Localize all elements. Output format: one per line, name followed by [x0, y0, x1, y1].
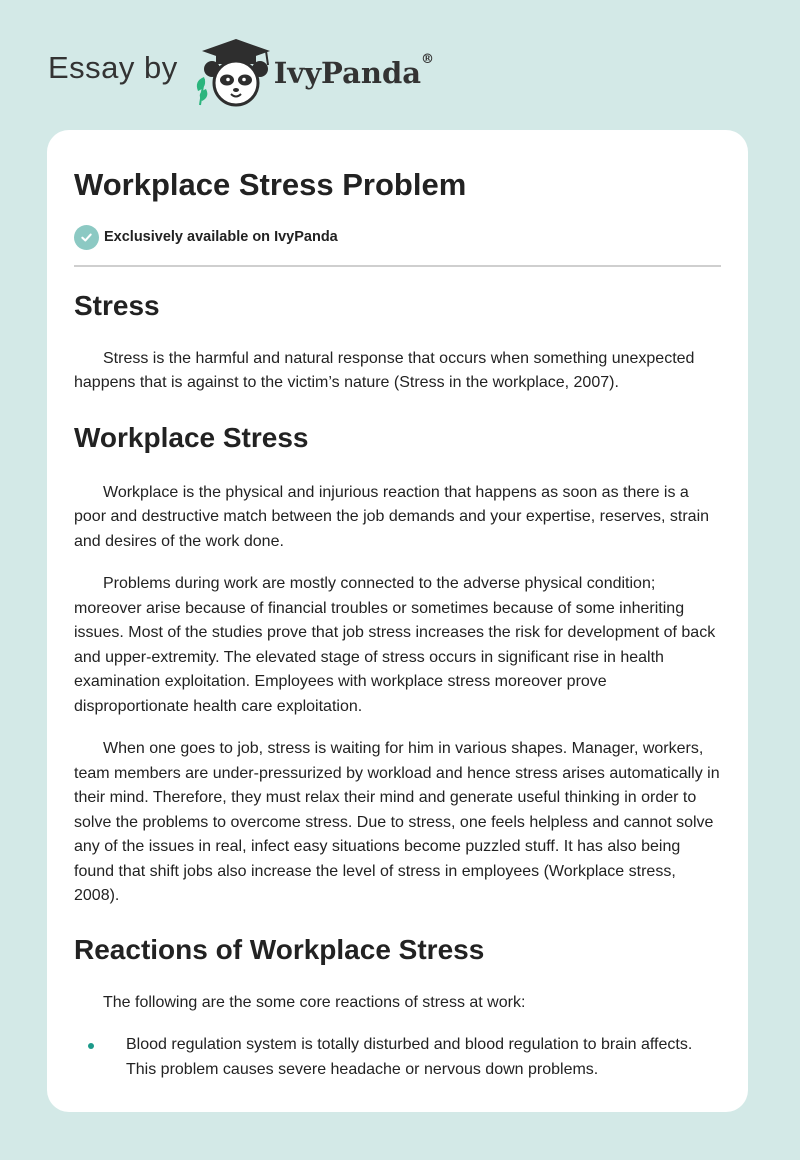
brand-name: IvyPanda®	[273, 52, 435, 90]
essay-card	[47, 130, 748, 1112]
exclusive-badge	[74, 223, 721, 251]
page-title: Workplace Stress Problem	[74, 167, 467, 202]
check-icon	[74, 225, 99, 250]
section-heading-reactions: Reactions of Workplace Stress	[74, 933, 485, 965]
list-item	[74, 1033, 721, 1082]
bullet-dot-icon	[88, 1043, 94, 1049]
list-item-text: Blood regulation system is totally disturbed and blood regulation to brain affects. This problem causes severe headache or nervous down problems.	[126, 1036, 693, 1078]
bullet-list	[74, 1033, 721, 1082]
paragraph: Workplace is the physical and injurious reaction that happens as soon as there is a poor and destructive match between the job demands and your expertise, reserves, strain and desires of the work done.	[74, 483, 710, 550]
paragraph: Problems during work are mostly connected to the adverse physical condition; moreover arise because of financial troubles or sometimes because of some inheriting issues. Most of the studies prove that job stress increases the risk for development of back and upper-extremity. The elevated stage of stress occurs in significant rise in health examination exploitation. Employees with workplace stress moreover prove disproportionate health care exploitation.	[74, 575, 716, 715]
panda-graduate-icon	[190, 35, 280, 107]
section-heading-workplace-stress: Workplace Stress	[74, 421, 309, 453]
divider	[74, 265, 721, 267]
paragraph: When one goes to job, stress is waiting for him in various shapes. Manager, workers, team members are under-pressurized by workload and hence stress arises automatically in their mind. Therefore, they must relax their mind and generate useful thinking in order to solve the problems to overcome stress. Due to stress, one feels helpless and cannot solve any of the issues in real, infect easy situations become puzzled stuff. It has also being found that shift jobs also increase the level of stress in employees (Workplace stress, 2008).	[74, 740, 720, 904]
brand-header[interactable]	[48, 36, 434, 106]
paragraph: The following are the some core reactions of stress at work:	[103, 993, 526, 1011]
paragraph: Stress is the harmful and natural response that occurs when something unexpected happens that is against to the victim’s nature (Stress in the workplace, 2007).	[74, 349, 695, 391]
registered-mark: ®	[421, 52, 435, 67]
brand-prefix: Essay by	[48, 50, 178, 85]
badge-text: Exclusively available on IvyPanda	[104, 229, 338, 245]
section-heading-stress: Stress	[74, 289, 160, 321]
